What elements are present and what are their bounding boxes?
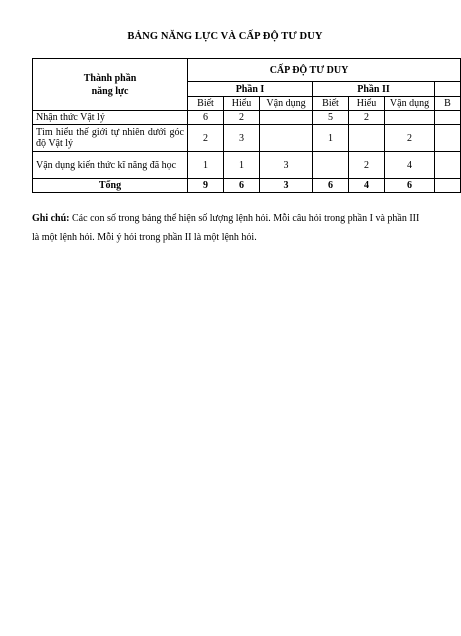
table-cell: 1	[188, 152, 224, 179]
header-level: CẤP ĐỘ TƯ DUY	[188, 59, 461, 82]
total-cell: 4	[349, 179, 385, 193]
header-part-2: Phần II	[313, 82, 435, 97]
sub-header: Hiểu	[224, 97, 260, 111]
table-cell: 3	[224, 125, 260, 152]
table-cell: 5	[313, 111, 349, 125]
table-cell	[385, 111, 435, 125]
sub-header: Hiểu	[349, 97, 385, 111]
table-cell	[349, 125, 385, 152]
header-part-3	[435, 82, 461, 97]
sub-header: Vận dụng	[260, 97, 313, 111]
table-cell	[313, 152, 349, 179]
total-cell	[435, 179, 461, 193]
table-cell: 1	[313, 125, 349, 152]
total-cell: 6	[385, 179, 435, 193]
total-cell: 6	[313, 179, 349, 193]
row-label: Tìm hiểu thế giới tự nhiên dưới góc độ Vật lý	[33, 125, 188, 152]
table-cell	[260, 111, 313, 125]
header-component: Thành phần năng lực	[33, 59, 188, 111]
total-cell: 9	[188, 179, 224, 193]
sub-header: Biết	[313, 97, 349, 111]
table-cell	[435, 152, 461, 179]
total-cell: 6	[224, 179, 260, 193]
table-cell: 2	[385, 125, 435, 152]
table-cell: 2	[349, 111, 385, 125]
sub-header: B	[435, 97, 461, 111]
total-row	[33, 179, 461, 193]
competency-table-container	[32, 58, 450, 194]
table-cell	[435, 111, 461, 125]
page-title: BẢNG NĂNG LỰC VÀ CẤP ĐỘ TƯ DUY	[127, 31, 323, 42]
sub-header: Biết	[188, 97, 224, 111]
table-row	[33, 111, 461, 125]
sub-header: Vận dụng	[385, 97, 435, 111]
row-label: Vận dụng kiến thức kĩ năng đã học	[33, 152, 188, 179]
note-paragraph	[32, 209, 424, 247]
table-cell: 2	[349, 152, 385, 179]
competency-table	[32, 58, 461, 193]
table-cell	[260, 125, 313, 152]
table-cell: 1	[224, 152, 260, 179]
header-part-1: Phần I	[188, 82, 313, 97]
table-cell: 2	[188, 125, 224, 152]
table-cell	[435, 125, 461, 152]
row-label: Nhận thức Vật lý	[33, 111, 188, 125]
note-text: Các con số trong bảng thể hiện số lượng lệnh hỏi. Mỗi câu hỏi trong phần I và phần III là một lệnh hỏi. Mỗi ý hỏi trong phần II là một lệnh hỏi.	[32, 213, 420, 243]
table-row	[33, 125, 461, 152]
table-cell: 6	[188, 111, 224, 125]
table-cell: 3	[260, 152, 313, 179]
total-label: Tổng	[33, 179, 188, 193]
table-row	[33, 152, 461, 179]
table-cell: 4	[385, 152, 435, 179]
total-cell: 3	[260, 179, 313, 193]
table-cell: 2	[224, 111, 260, 125]
note-label: Ghi chú:	[32, 213, 70, 224]
